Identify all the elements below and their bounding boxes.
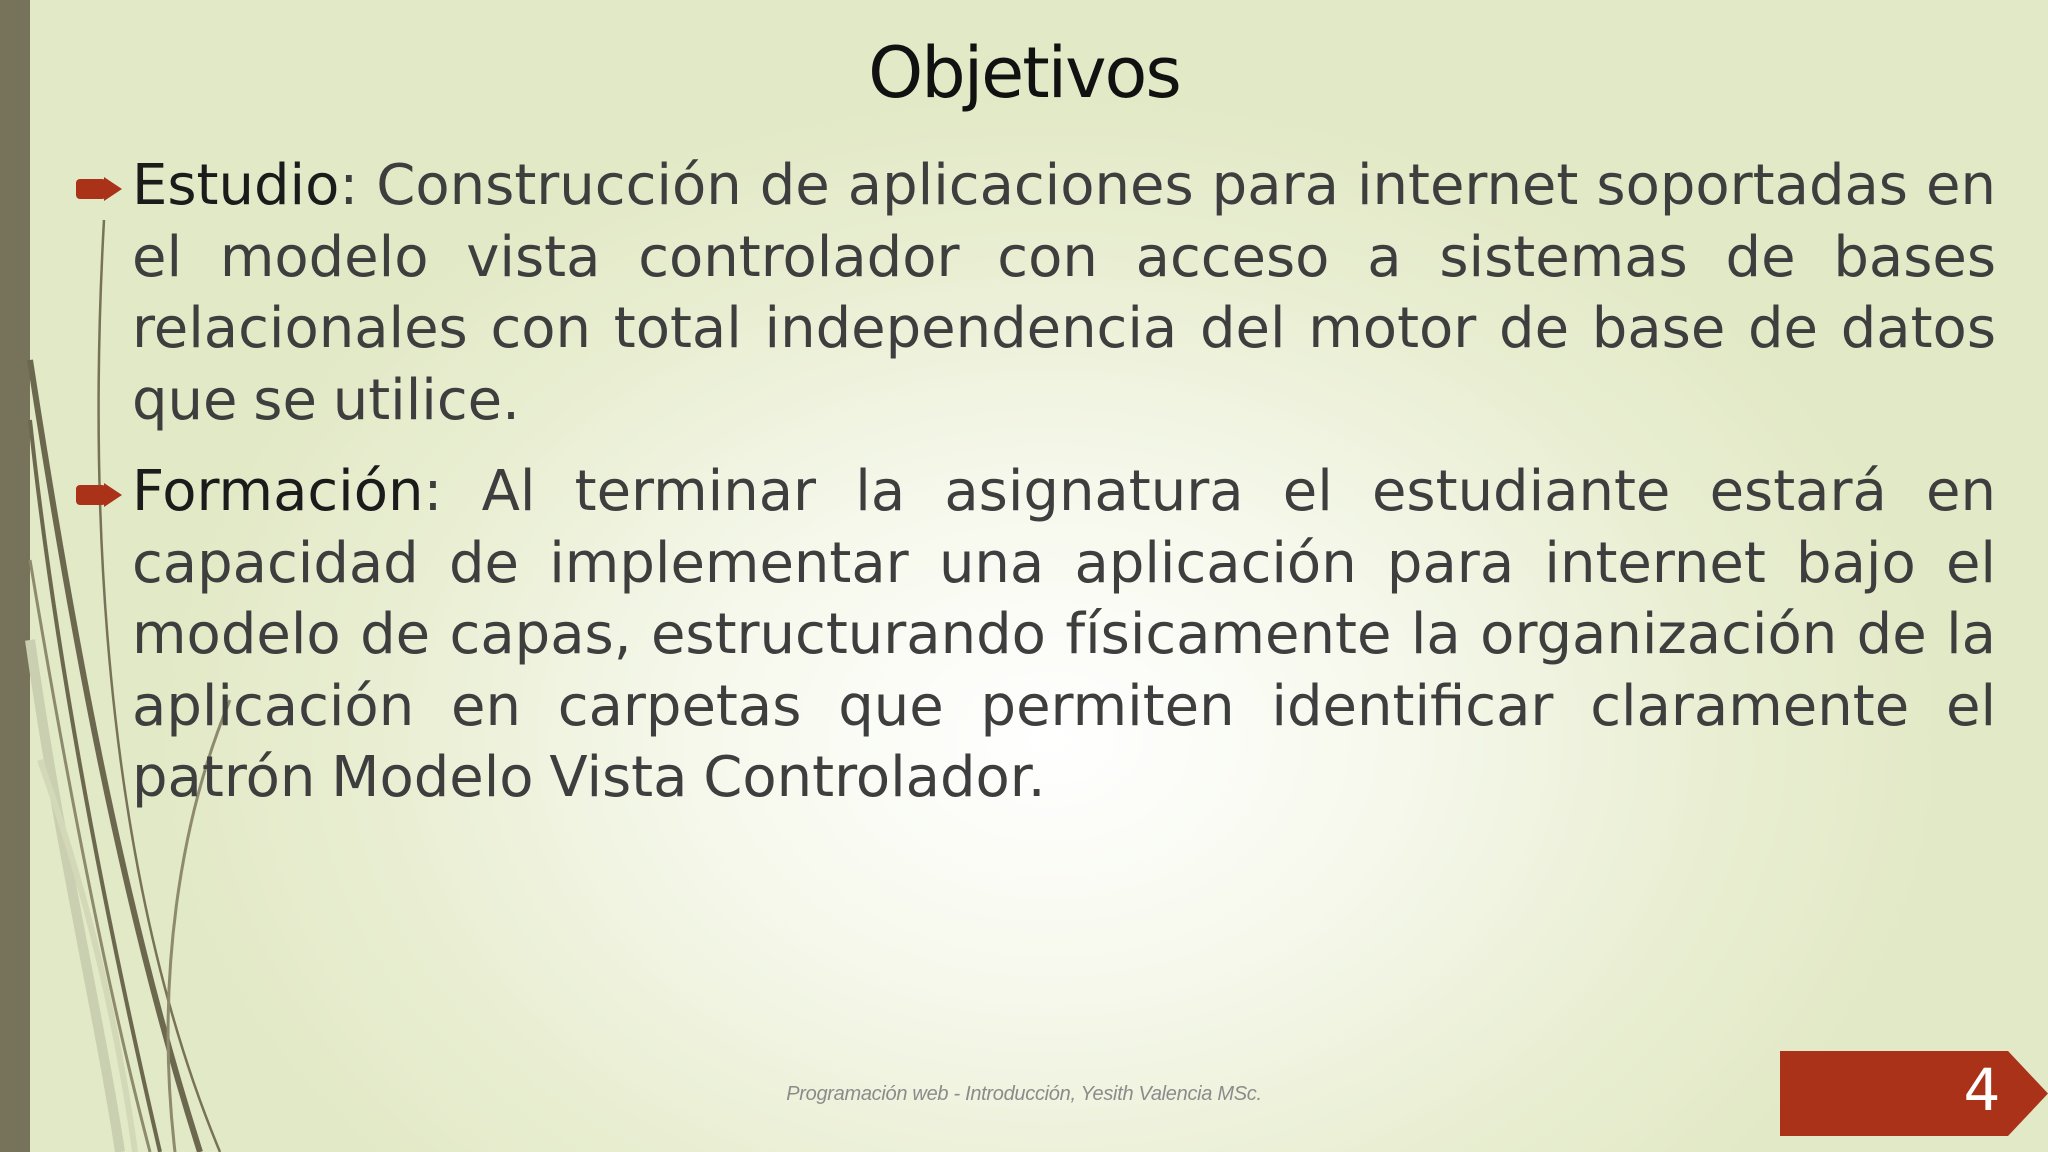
bullet-formacion: [76, 456, 1996, 814]
bullet-lead: Estudio: [132, 153, 340, 218]
slide-footer: Programación web - Introducción, Yesith Valencia MSc.: [786, 1083, 1262, 1105]
bullet-text: [132, 150, 1996, 436]
bullet-lead: Formación: [132, 459, 424, 524]
arrow-bullet-icon: [76, 175, 122, 203]
bullet-body: : Al terminar la asignatura el estudiante estará en capacidad de implementar una aplicación para internet bajo el modelo de capas, estructurando físicamente la organización de la aplicación en carpetas que permiten identificar claramente el patrón Modelo Vista Controlador.: [132, 459, 1996, 810]
bullet-estudio: [76, 150, 1996, 436]
bullet-body: : Construcción de aplicaciones para internet soportadas en el modelo vista controlador con acceso a sistemas de bases relacionales con total independencia del motor de base de datos que se utilice.: [132, 153, 1996, 433]
arrow-bullet-icon: [76, 481, 122, 509]
bullet-text: [132, 456, 1996, 814]
slide-title: Objetivos: [868, 32, 1180, 114]
page-number: 4: [1963, 1056, 2001, 1124]
